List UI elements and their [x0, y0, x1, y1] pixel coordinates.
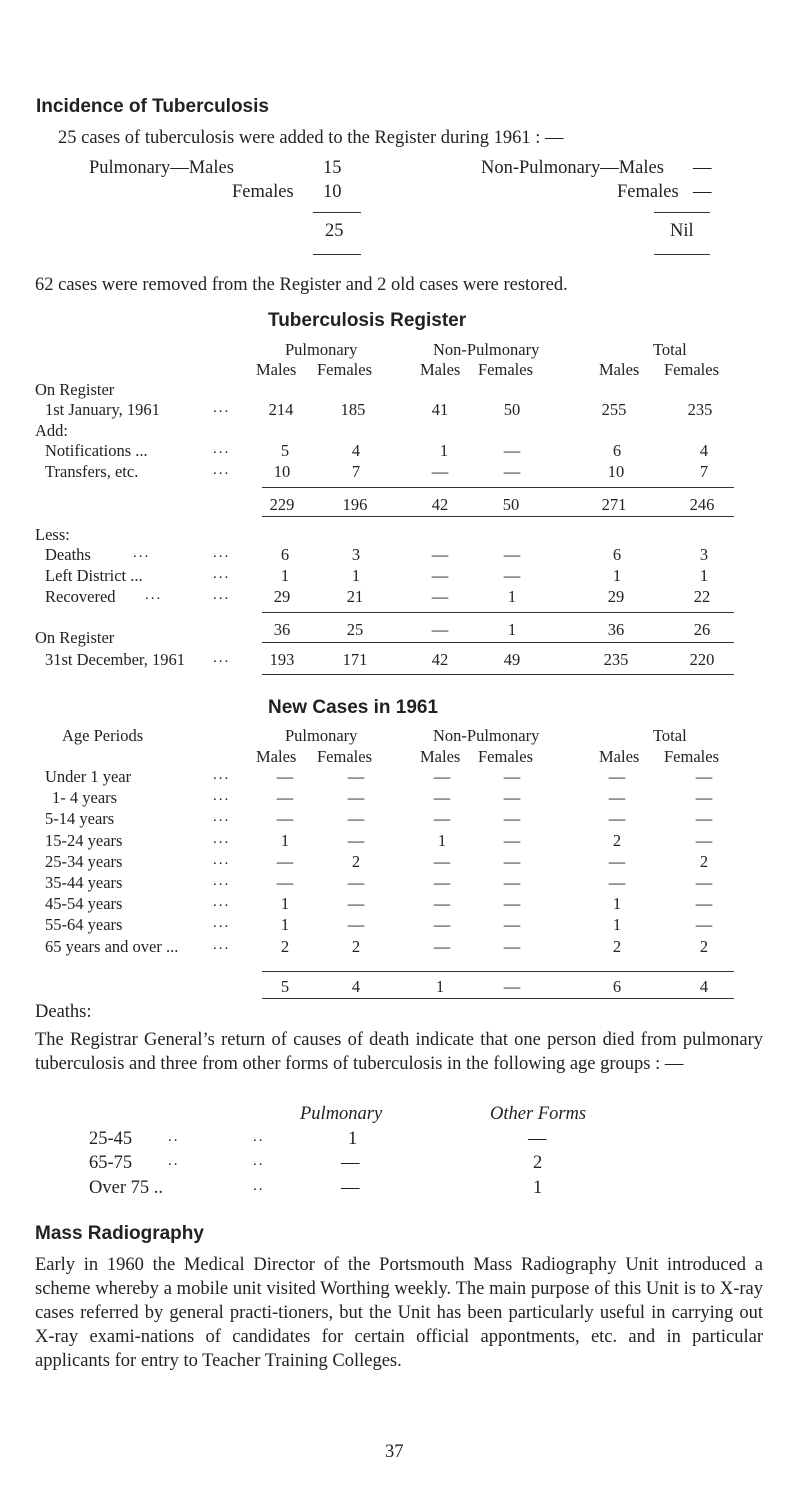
cell: 1: [699, 566, 709, 585]
cell: 6: [280, 545, 290, 564]
leader-dots: ...: [213, 566, 231, 582]
leader-dots: ...: [213, 915, 231, 932]
cell: —: [503, 767, 521, 786]
col-head-males: Males: [599, 360, 640, 379]
row-label-transfers: Transfers, etc.: [45, 462, 139, 481]
cell: 5: [280, 441, 290, 460]
leader-dots: ...: [213, 462, 231, 478]
cell: —: [608, 873, 626, 892]
deaths-pulmonary-value: 1: [348, 1129, 358, 1149]
cell: 185: [340, 400, 366, 419]
cell: —: [347, 788, 365, 808]
age-period-label: 65 years and over ...: [45, 936, 179, 956]
cell: —: [433, 936, 451, 956]
leader-dots: ..: [253, 1153, 265, 1169]
leader-dots: ...: [145, 587, 163, 603]
cell: 271: [601, 495, 627, 514]
cell: 3: [351, 545, 361, 564]
cell: 25: [346, 620, 364, 639]
col-group-nonpulmonary: Non-Pulmonary: [433, 726, 540, 745]
leader-dots: ...: [213, 788, 231, 805]
cell: —: [347, 809, 365, 829]
col-head-females: Females: [664, 360, 719, 379]
col-head-males: Males: [256, 360, 297, 379]
cell: —: [433, 788, 451, 808]
cell: —: [608, 809, 626, 829]
rule: [262, 674, 734, 675]
age-period-label: 55-64 years: [45, 915, 123, 935]
cell: 26: [693, 620, 711, 639]
cell: 50: [503, 400, 521, 419]
cell: 36: [607, 620, 625, 639]
nonpulmonary-males-label: Non-Pulmonary—Males: [481, 158, 664, 178]
leader-dots: ...: [213, 873, 231, 889]
cell: 29: [607, 587, 625, 606]
rule: [262, 642, 734, 643]
pulmonary-females-label: Females: [232, 182, 294, 202]
leader-dots: ...: [213, 851, 231, 868]
leader-dots: ...: [213, 545, 231, 561]
cell: 1: [612, 915, 622, 935]
row-label-on-register: On Register: [35, 380, 115, 399]
cell: —: [503, 977, 521, 996]
cell: —: [695, 809, 713, 829]
cell: 2: [280, 936, 290, 956]
cell: 1: [280, 894, 290, 914]
pulmonary-females-value: 10: [323, 182, 342, 202]
cell: 4: [351, 977, 361, 996]
rule: [262, 516, 734, 517]
age-period-label: 1- 4 years: [52, 788, 118, 808]
cell: 41: [431, 400, 449, 419]
cell: 1: [435, 977, 445, 996]
nonpulmonary-females-label: Females: [617, 182, 679, 202]
cell: 4: [351, 441, 361, 460]
cell: 1: [507, 587, 517, 606]
cell: 6: [612, 977, 622, 996]
leader-dots: ...: [213, 894, 231, 911]
row-label-add: Add:: [35, 421, 68, 440]
col-group-total: Total: [653, 726, 687, 745]
cell: 2: [699, 936, 709, 956]
cell: —: [276, 788, 294, 808]
pulmonary-males-value: 15: [323, 158, 342, 178]
leader-dots: ..: [168, 1129, 180, 1145]
cell: —: [431, 545, 449, 564]
cell: 50: [502, 495, 520, 514]
nonpulmonary-total-value: Nil: [670, 221, 694, 241]
cell: —: [433, 809, 451, 829]
cell: —: [431, 462, 449, 481]
cell: —: [276, 873, 294, 892]
cell: 2: [612, 830, 622, 850]
row-label-on-register-end: On Register: [35, 628, 115, 647]
cell: 10: [273, 462, 291, 481]
cell: 42: [431, 495, 449, 514]
cell: —: [695, 788, 713, 808]
cell: —: [347, 767, 365, 786]
col-head-females: Females: [478, 360, 533, 379]
cell: —: [433, 851, 451, 871]
incidence-intro: 25 cases of tuberculosis were added to the Register during 1961 : —: [58, 128, 564, 148]
row-label-notifications: Notifications ...: [45, 441, 148, 460]
cell: 3: [699, 545, 709, 564]
cell: 22: [693, 587, 711, 606]
cell: 220: [689, 650, 715, 669]
age-period-label: 45-54 years: [45, 894, 123, 914]
deaths-other-value: —: [528, 1129, 547, 1149]
cell: 255: [601, 400, 627, 419]
cell: 1: [280, 566, 290, 585]
pulmonary-males-label: Pulmonary—Males: [89, 158, 234, 178]
cell: 6: [612, 545, 622, 564]
page-number: 37: [385, 1442, 404, 1462]
rule: [262, 487, 734, 488]
leader-dots: ...: [213, 650, 231, 666]
cell: 1: [439, 441, 449, 460]
deaths-row-label: Over 75 ..: [89, 1178, 163, 1198]
cell: —: [433, 873, 451, 892]
deaths-paragraph: The Registrar General’s return of causes of death indicate that one person died from pulmonary tuberculosis and three from other forms of tuberculosis in the following age groups : —: [35, 1030, 763, 1074]
cell: —: [276, 851, 294, 871]
age-period-label: 15-24 years: [45, 830, 123, 850]
col-group-pulmonary: Pulmonary: [285, 726, 358, 745]
leader-dots: ..: [168, 1153, 180, 1169]
cell: 171: [342, 650, 368, 669]
row-label-31st-december: 31st December, 1961: [45, 650, 186, 669]
cell: 235: [603, 650, 629, 669]
cell: 2: [351, 851, 361, 871]
cell: 4: [699, 441, 709, 460]
col-head-females: Females: [664, 747, 719, 766]
cell: 42: [431, 650, 449, 669]
cell: —: [503, 851, 521, 871]
cell: 229: [269, 495, 295, 514]
col-group-nonpulmonary: Non-Pulmonary: [433, 340, 540, 359]
deaths-other-value: 1: [533, 1178, 543, 1198]
cell: 193: [269, 650, 295, 669]
row-label-left-district: Left District ...: [45, 566, 143, 585]
cell: —: [503, 894, 521, 914]
cell: —: [347, 915, 365, 935]
cell: 214: [268, 400, 294, 419]
cell: 2: [351, 936, 361, 956]
leader-dots: ...: [213, 767, 231, 783]
leader-dots: ...: [213, 936, 231, 953]
cell: —: [503, 830, 521, 850]
removed-restored-note: 62 cases were removed from the Register and 2 old cases were restored.: [35, 275, 568, 295]
cell: 49: [503, 650, 521, 669]
cell: 21: [346, 587, 364, 606]
cell: 2: [612, 936, 622, 956]
cell: —: [431, 587, 449, 606]
nonpulmonary-females-value: —: [693, 182, 712, 202]
rule: [654, 212, 710, 213]
cell: 1: [280, 915, 290, 935]
deaths-row-label: 65-75: [89, 1153, 133, 1173]
cell: 246: [689, 495, 715, 514]
cell: —: [276, 809, 294, 829]
cell: 1: [612, 894, 622, 914]
cell: —: [503, 566, 521, 585]
nonpulmonary-males-value: —: [693, 158, 712, 178]
cell: —: [431, 566, 449, 585]
leader-dots: ...: [213, 400, 231, 416]
age-period-label: 5-14 years: [45, 809, 115, 829]
leader-dots: ..: [253, 1129, 265, 1145]
mass-radiography-heading: Mass Radiography: [35, 1223, 204, 1244]
leader-dots: ..: [253, 1178, 265, 1194]
cell: —: [503, 915, 521, 935]
cell: 196: [342, 495, 368, 514]
cell: —: [695, 873, 713, 892]
cell: —: [503, 545, 521, 564]
cell: 7: [351, 462, 361, 481]
row-label-deaths: Deaths: [45, 545, 91, 564]
cell: 10: [607, 462, 625, 481]
col-head-males: Males: [420, 360, 461, 379]
deaths-row-label: 25-45: [89, 1129, 133, 1149]
leader-dots: ...: [133, 545, 151, 561]
cell: —: [503, 873, 521, 892]
col-head-females: Females: [317, 360, 372, 379]
cell: 36: [273, 620, 291, 639]
cell: —: [347, 873, 365, 892]
mass-radiography-paragraph: Early in 1960 the Medical Director of the Portsmouth Mass Radiography Unit introduced a scheme whereby a mobile unit visited Worthing weekly. The main purpose of this Unit is to X-ray cases referred by general practi-tioners, but the Unit has been particularly useful in carrying out X-ray exami-nations of candidates for certain official appontments, etc. and in particular applicants for entry to Teacher Training Colleges.: [35, 1255, 763, 1371]
cell: 5: [280, 977, 290, 996]
cell: —: [608, 851, 626, 871]
row-label-less: Less:: [35, 525, 70, 544]
cell: —: [503, 441, 521, 460]
register-title: Tuberculosis Register: [268, 310, 467, 331]
section-heading-incidence: Incidence of Tuberculosis: [36, 96, 269, 117]
age-period-label: 25-34 years: [45, 851, 123, 871]
cell: —: [608, 767, 626, 786]
cell: 7: [699, 462, 709, 481]
deaths-pulmonary-value: —: [341, 1178, 360, 1198]
cell: —: [503, 788, 521, 808]
leader-dots: ...: [213, 830, 231, 847]
deaths-col-other-forms: Other Forms: [490, 1104, 587, 1124]
row-label-1st-january: 1st January, 1961: [45, 400, 160, 419]
col-head-males: Males: [420, 747, 461, 766]
col-head-males: Males: [256, 747, 297, 766]
cell: —: [503, 462, 521, 481]
deaths-col-pulmonary: Pulmonary: [300, 1104, 383, 1124]
cell: 235: [687, 400, 713, 419]
rule: [313, 212, 361, 213]
cell: 1: [612, 566, 622, 585]
cell: 1: [507, 620, 517, 639]
leader-dots: ...: [213, 587, 231, 603]
cell: 6: [612, 441, 622, 460]
cell: —: [503, 809, 521, 829]
age-periods-header: Age Periods: [62, 726, 144, 745]
cell: —: [433, 894, 451, 914]
new-cases-title: New Cases in 1961: [268, 697, 439, 718]
cell: —: [431, 620, 449, 639]
cell: 4: [699, 977, 709, 996]
age-period-label: 35-44 years: [45, 873, 123, 892]
deaths-other-value: 2: [533, 1153, 543, 1173]
cell: —: [276, 767, 294, 786]
cell: 1: [280, 830, 290, 850]
rule: [313, 254, 361, 255]
cell: —: [695, 830, 713, 850]
deaths-heading: Deaths:: [35, 1002, 92, 1022]
cell: —: [695, 915, 713, 935]
cell: —: [695, 894, 713, 914]
cell: —: [347, 894, 365, 914]
col-group-total: Total: [653, 340, 687, 359]
col-head-males: Males: [599, 747, 640, 766]
cell: —: [608, 788, 626, 808]
row-label-recovered: Recovered: [45, 587, 116, 606]
rule: [262, 971, 734, 972]
cell: 1: [437, 830, 447, 850]
pulmonary-total-value: 25: [325, 221, 344, 241]
deaths-pulmonary-value: —: [341, 1153, 360, 1173]
col-head-females: Females: [478, 747, 533, 766]
rule: [262, 612, 734, 613]
cell: —: [695, 767, 713, 786]
col-group-pulmonary: Pulmonary: [285, 340, 358, 359]
age-period-label: Under 1 year: [45, 767, 132, 786]
cell: 29: [273, 587, 291, 606]
col-head-females: Females: [317, 747, 372, 766]
rule: [654, 254, 710, 255]
cell: —: [503, 936, 521, 956]
cell: 2: [699, 851, 709, 871]
leader-dots: ...: [213, 441, 231, 457]
cell: —: [347, 830, 365, 850]
cell: 1: [351, 566, 361, 585]
rule: [262, 998, 734, 999]
leader-dots: ...: [213, 809, 231, 826]
cell: —: [433, 767, 451, 786]
cell: —: [433, 915, 451, 935]
